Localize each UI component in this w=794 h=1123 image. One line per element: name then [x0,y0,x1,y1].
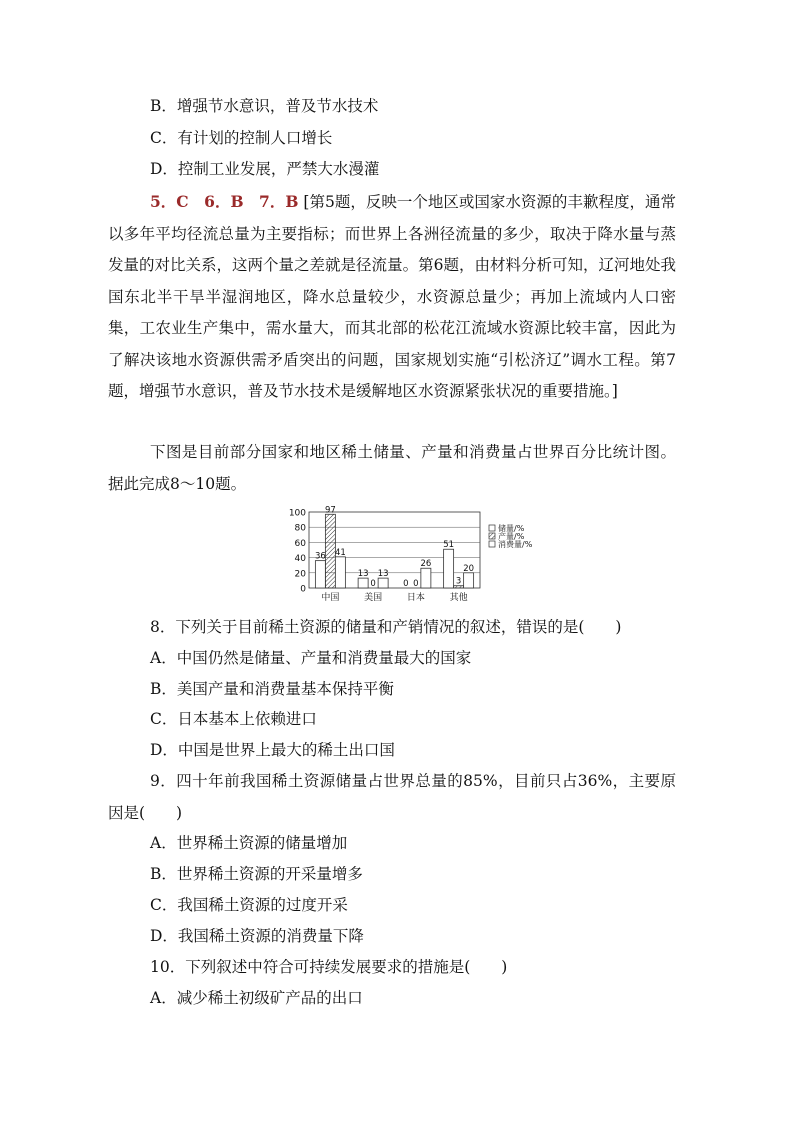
y-tick-label: 100 [288,508,306,519]
y-tick-label: 80 [294,523,306,534]
legend-label: 储量/% [498,524,525,533]
x-tick-label: 其他 [449,593,468,603]
bar [421,568,431,588]
q9-option-d: D．我国稀土资源的消费量下降 [150,927,364,945]
bar [358,578,368,588]
data-label: 13 [357,569,369,580]
q10-option-a: A．减少稀土初级矿产品的出口 [150,989,363,1007]
bar [315,561,325,588]
data-label: 0 [413,579,419,589]
data-label: 26 [420,559,432,570]
bar [325,514,335,588]
y-tick-label: 0 [300,584,306,595]
y-tick-label: 20 [294,569,306,580]
bar [464,573,474,588]
bar [444,549,454,588]
q8-option-c: C．日本基本上依赖进口 [150,710,317,728]
data-label: 0 [403,579,409,589]
y-tick-label: 60 [294,538,306,549]
legend-label: 消费量/% [498,540,533,549]
bar [335,557,345,588]
legend-swatch [489,541,495,547]
data-label: 0 [370,579,376,589]
legend-swatch [489,533,495,539]
q9-stem: 9．四十年前我国稀土资源储量占世界总量的85%，目前只占36%，主要原因是( ) [108,772,676,822]
data-label: 36 [314,551,326,562]
data-label: 41 [334,547,346,558]
q9-option-a: A．世界稀土资源的储量增加 [150,834,348,852]
q9-option-c: C．我国稀土资源的过度开采 [150,896,348,914]
bar [378,578,388,588]
x-tick-label: 日本 [406,593,425,603]
q8-option-b: B．美国产量和消费量基本保持平衡 [150,680,394,698]
q4-option-b: B．增强节水意识，普及节水技术 [150,97,379,115]
data-label: 51 [443,540,455,551]
data-label: 20 [463,563,475,574]
q8-option-d: D．中国是世界上最大的稀土出口国 [150,741,395,759]
chart-bars [315,505,474,589]
y-tick-label: 40 [294,554,306,565]
data-label: 97 [324,505,336,516]
data-label: 13 [377,569,389,580]
legend-label: 产量/% [498,532,525,541]
x-tick-label: 中国 [321,593,340,603]
answer-explanation [108,186,676,408]
q4-option-d: D．控制工业发展，严禁大水漫灌 [150,160,380,178]
rare-earth-chart [282,502,547,606]
chart-intro: 下图是目前部分国家和地区稀土储量、产量和消费量占世界百分比统计图。据此完成8～10题。 [108,443,676,493]
q8-stem: 8．下列关于目前稀土资源的储量和产销情况的叙述，错误的是( ) [150,618,622,636]
q9-option-b: B．世界稀土资源的开采量增多 [150,865,363,883]
legend-swatch [489,525,495,531]
chart-legend [489,523,533,549]
q10-stem: 10．下列叙述中符合可持续发展要求的措施是( ) [150,958,508,976]
q4-option-c: C．有计划的控制人口增长 [150,129,333,147]
data-label: 3 [455,576,462,587]
q8-option-a: A．中国仍然是储量、产量和消费量最大的国家 [150,649,472,667]
x-tick-label: 美国 [364,593,383,603]
explanation-text: [第5题，反映一个地区或国家水资源的丰歉程度，通常以多年平均径流总量为主要指标；而世界上各洲径流量的多少，取决于降水量与蒸发量的对比关系，这两个量之差就是径流量。第6题，由材料分析可知，辽河地处我国东北半干旱半湿润地区，降水总量较少，水资源总量少；再加上流域内人口密集，工农业生产集中，需水量大，而其北部的松花江流域水资源比较丰富，因此为了解决该地水资源供需矛盾突出的问题，国家规划实施“引松济辽”调水工程。第7题，增强节水意识，普及节水技术是缓解地区水资源紧张状况的重要措施。] [108,193,676,400]
answer-keys: 5．C 6．B 7．B [150,192,299,211]
